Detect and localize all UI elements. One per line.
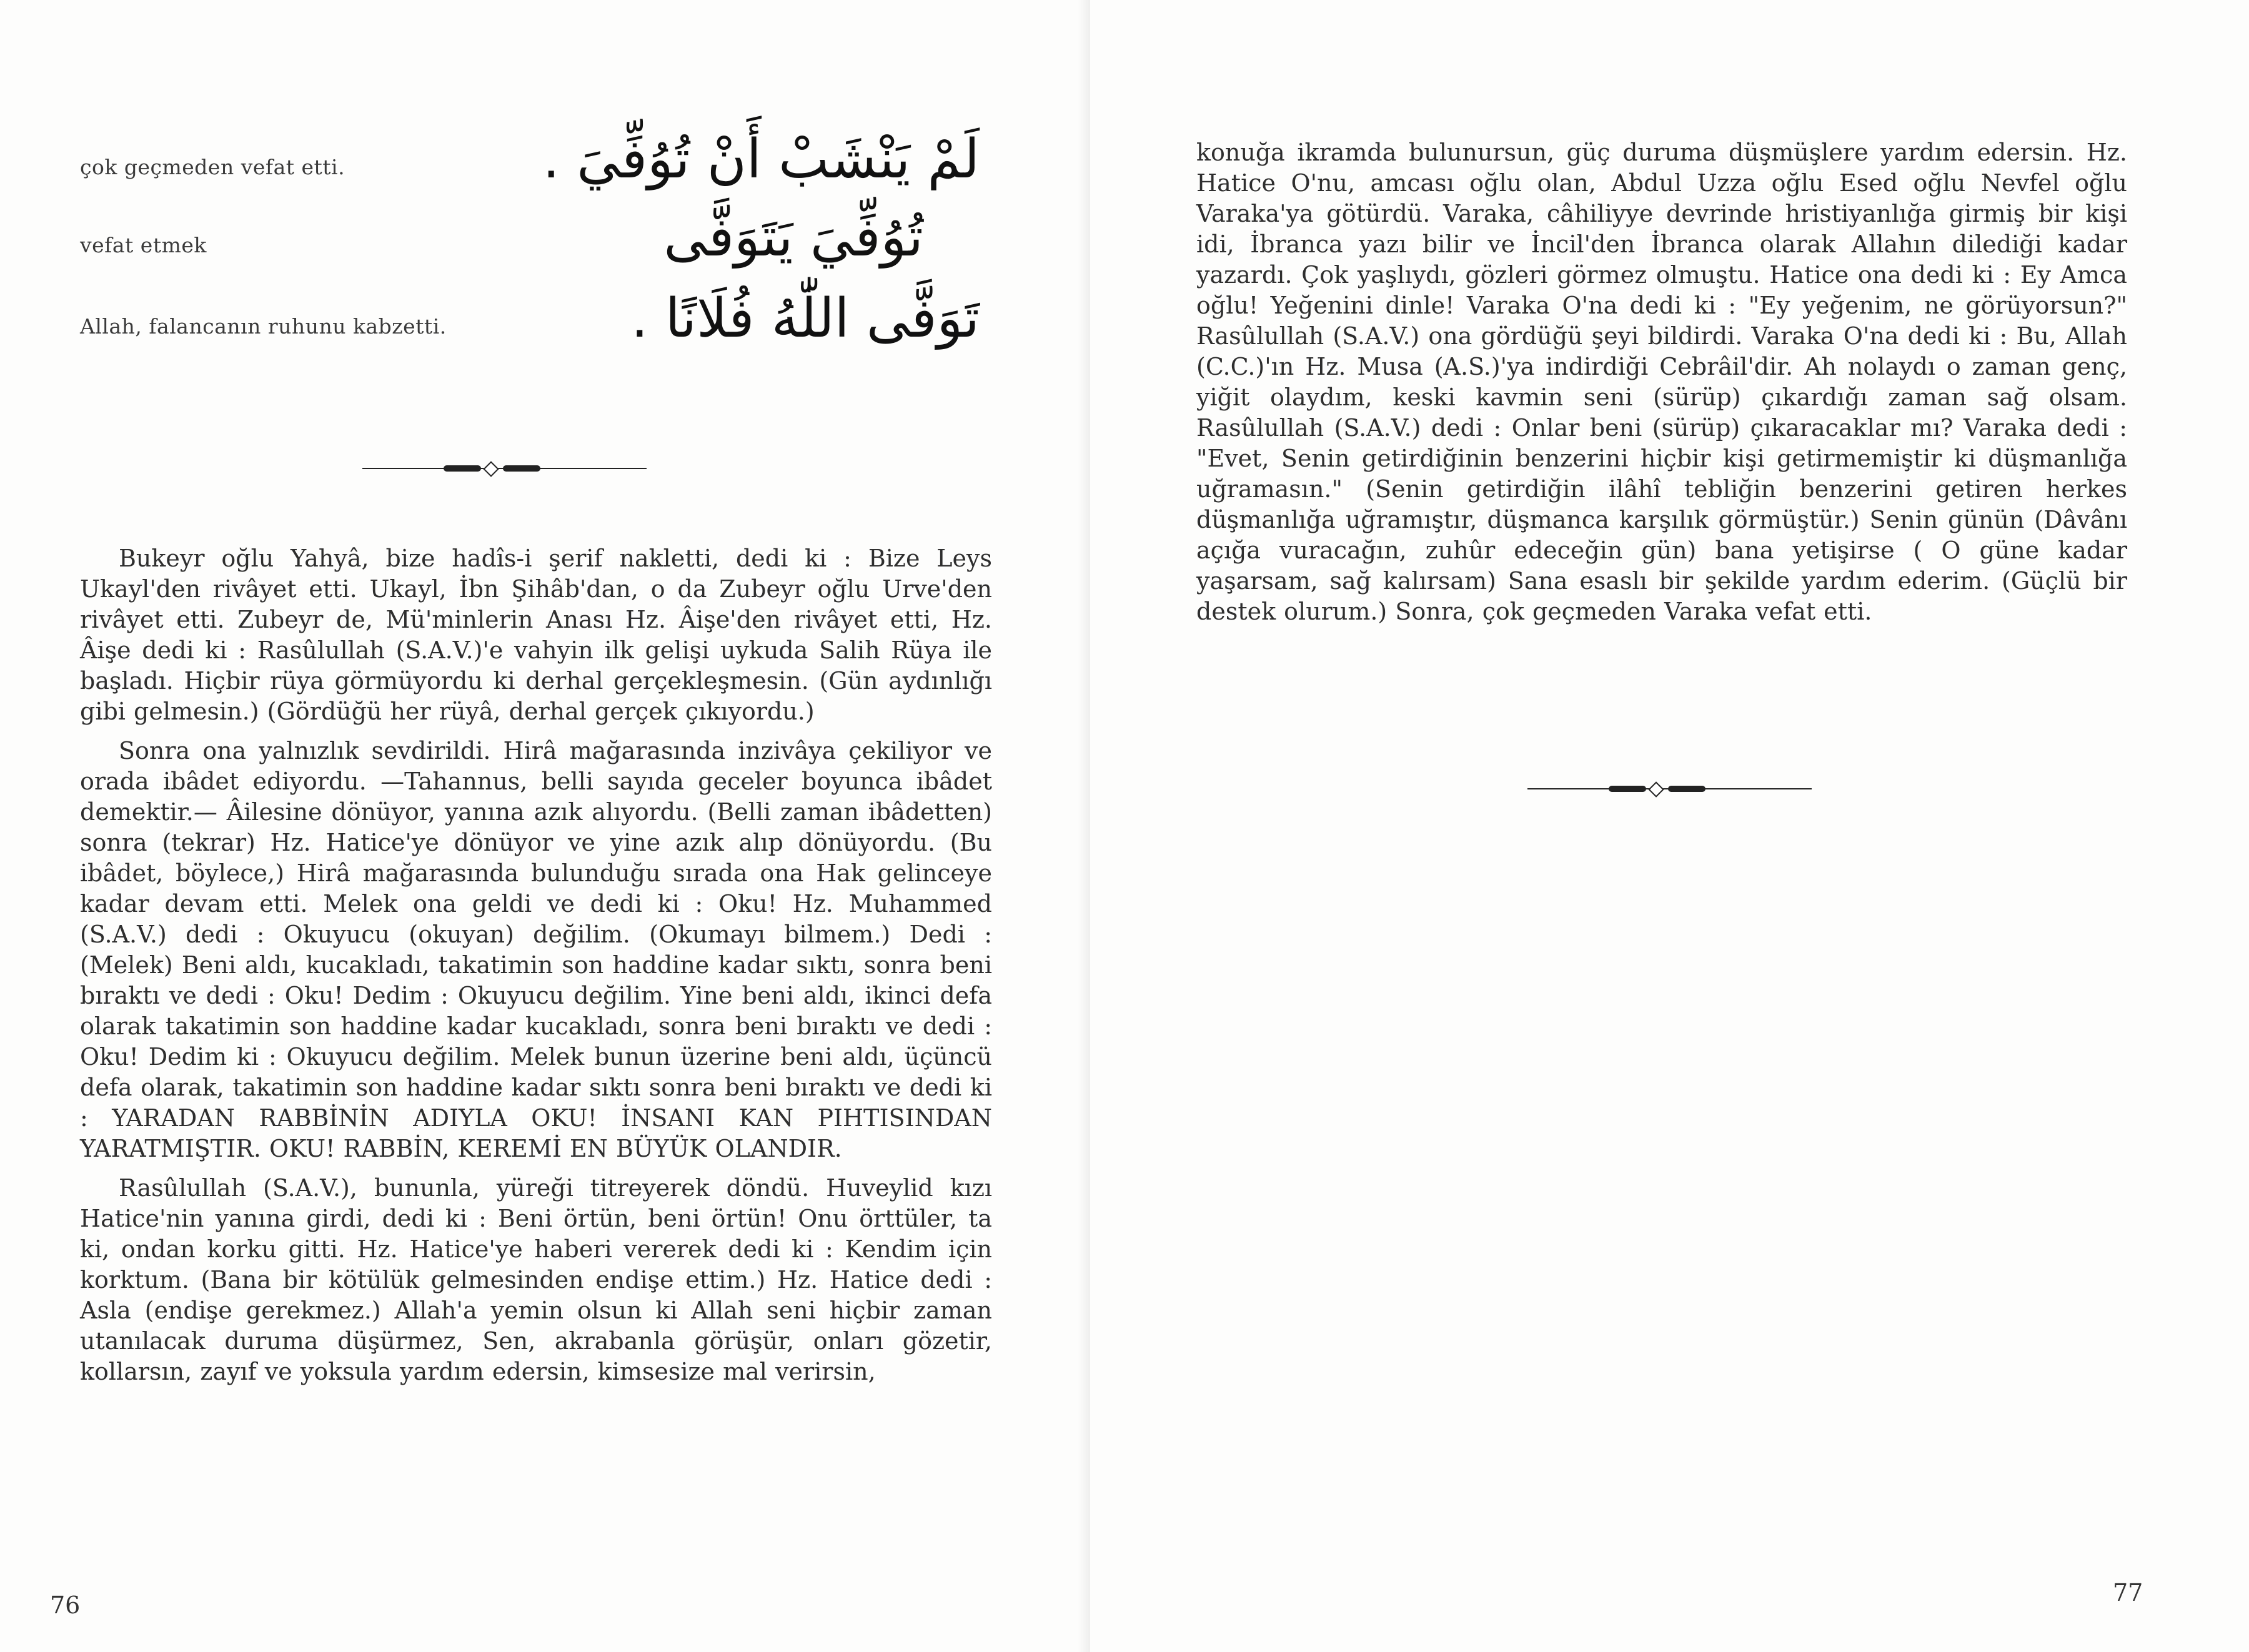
left-page [0, 0, 1090, 1652]
vocab-row [80, 281, 1017, 350]
page-number: 76 [50, 1591, 81, 1619]
vocab-turkish: çok geçmeden vefat etti. [80, 155, 345, 179]
vocab-turkish: vefat etmek [80, 233, 207, 257]
page-number: 77 [2113, 1579, 2143, 1606]
vocab-arabic: تَوَفَّى اللّٰهُ فُلَانًا . [631, 287, 980, 350]
vocab-arabic: لَمْ يَنْشَبْ أَنْ تُوُفِّيَ . [542, 128, 980, 190]
right-page [1090, 0, 2249, 1652]
body-text [80, 543, 992, 1387]
paragraph: Rasûlullah (S.A.V.), bununla, yüreği titreyerek döndü. Huveylid kızı Hatice'nin yanına girdi, dedi ki : Beni örtün, beni örtün! Onu örttüler, ta ki, ondan korku gitti. Hz. Hatice'ye haberi vererek dedi ki : Kendim için korktum. (Bana bir kötülük gelmesinden endişe ettim.) Hz. Hatice dedi : Asla (endişe gerekmez.) Allah'a yemin olsun ki Allah seni hiçbir zaman utanılacak duruma düşürmez, Sen, akrabanla görüşür, onları gözetir, kollarsın, zayıf ve yoksula yardım edersin, kimsesize mal verirsin, [80, 1174, 992, 1385]
paragraph: konuğa ikramda bulunursun, güç duruma düşmüşlere yardım edersin. Hz. Hatice O'nu, amcası oğlu olan, Abdul Uzza oğlu Esed oğlu Nevfel oğlu Varaka'ya götürdü. Varaka, câhiliyye devrinde hristiyanlığa girmiş bir kişi idi, İbranca yazı bilir ve İncil'den İbranca olarak Allahın dilediği kadar yazardı. Çok yaşlıydı, gözleri görmez olmuştu. Hatice ona dedi ki : Ey Amca oğlu! Yeğenini dinle! Varaka O'na dedi ki : "Ey yeğenim, ne görüyorsun?" Rasûlullah (S.A.V.) ona gördüğü şeyi bildirdi. Varaka O'na dedi ki : Bu, Allah (C.C.)'ın Hz. Musa (A.S.)'ya indirdiği Cebrâil'dir. Ah nolaydı o zaman genç, yiğit olaydım, keski kavmin seni (sürüp) çıkardığı zaman sağ olsam. Rasûlullah (S.A.V.) dedi : Onlar beni (sürüp) çıkaracaklar mı? Varaka dedi : "Evet, Senin getirdiğinin benzerini hiçbir kişi getirmemiştir ki düşmanlığa uğramasın." (Senin getirdiğin ilâhî tebliğin benzerini getiren herkes düşmanlığa uğramıştır, düşmanca karşılık görmüştür.) Senin günün (Dâvânı açığa vuracağın, zuhûr edeceğin gün) bana yetişirse ( O güne kadar yaşarsam, sağ kalırsam) Sana esaslı bir şekilde yardım ederim. (Güçlü bir destek olurum.) Sonra, çok geçmeden Varaka vefat etti. [1196, 139, 2127, 625]
body-text [1196, 137, 2127, 627]
vocab-row [80, 122, 1017, 190]
vocab-turkish: Allah, falancanın ruhunu kabzetti. [80, 314, 447, 339]
paragraph: Bukeyr oğlu Yahyâ, bize hadîs-i şerif nakletti, dedi ki : Bize Leys Ukayl'den rivâyet etti. Ukayl, İbn Şihâb'dan, o da Zubeyr oğlu Urve'den rivâyet etti. Zubeyr de, Mü'minlerin Anası Hz. Âişe'den rivâyet etti, Hz. Âişe dedi ki : Rasûlullah (S.A.V.)'e vahyin ilk gelişi uykuda Salih Rüya ile başladı. Hiçbir rüya görmüyordu ki derhal gerçekleşmesin. (Gün aydınlığı gibi gelmesin.) (Gördüğü her rüyâ, derhal gerçek çıkıyordu.) [80, 545, 992, 725]
ornamental-divider [362, 459, 647, 478]
vocab-arabic: تُوُفِّيَ يَتَوَفَّى [663, 206, 923, 269]
ornamental-divider [1527, 779, 1812, 798]
vocab-row [80, 200, 1017, 269]
paragraph: Sonra ona yalnızlık sevdirildi. Hirâ mağarasında inzivâya çekiliyor ve orada ibâdet ediyordu. —Tahannus, belli sayıda geceler boyunca ibâdet demektir.— Âilesine dönüyor, yanına azık alıyordu. (Belli zaman ibâdetten) sonra (tekrar) Hz. Hatice'ye dönüyor ve yine azık alıp dönüyordu. (Bu ibâdet, böylece,) Hirâ mağarasında bulunduğu sırada ona Hak gelinceye kadar devam etti. Melek ona geldi ve dedi ki : Oku! Hz. Muhammed (S.A.V.) dedi : Okuyucu (okuyan) değilim. (Okumayı bilmem.) Dedi : (Melek) Beni aldı, kucakladı, takatimin son haddine kadar sıktı, sonra beni bıraktı ve dedi : Oku! Dedim : Okuyucu değilim. Yine beni aldı, ikinci defa olarak takatimin son haddine kadar kucakladı, sonra beni bıraktı ve dedi : Oku! Dedim ki : Okuyucu değilim. Melek bunun üzerine beni aldı, üçüncü defa olarak, takatimin son haddine kadar sıktı sonra beni bıraktı ve dedi ki : YARADAN RABBİNİN ADIYLA OKU! İNSANI KAN PIHTISINDAN YARATMIŞTIR. OKU! RABBİN, KEREMİ EN BÜYÜK OLANDIR. [80, 737, 992, 1162]
